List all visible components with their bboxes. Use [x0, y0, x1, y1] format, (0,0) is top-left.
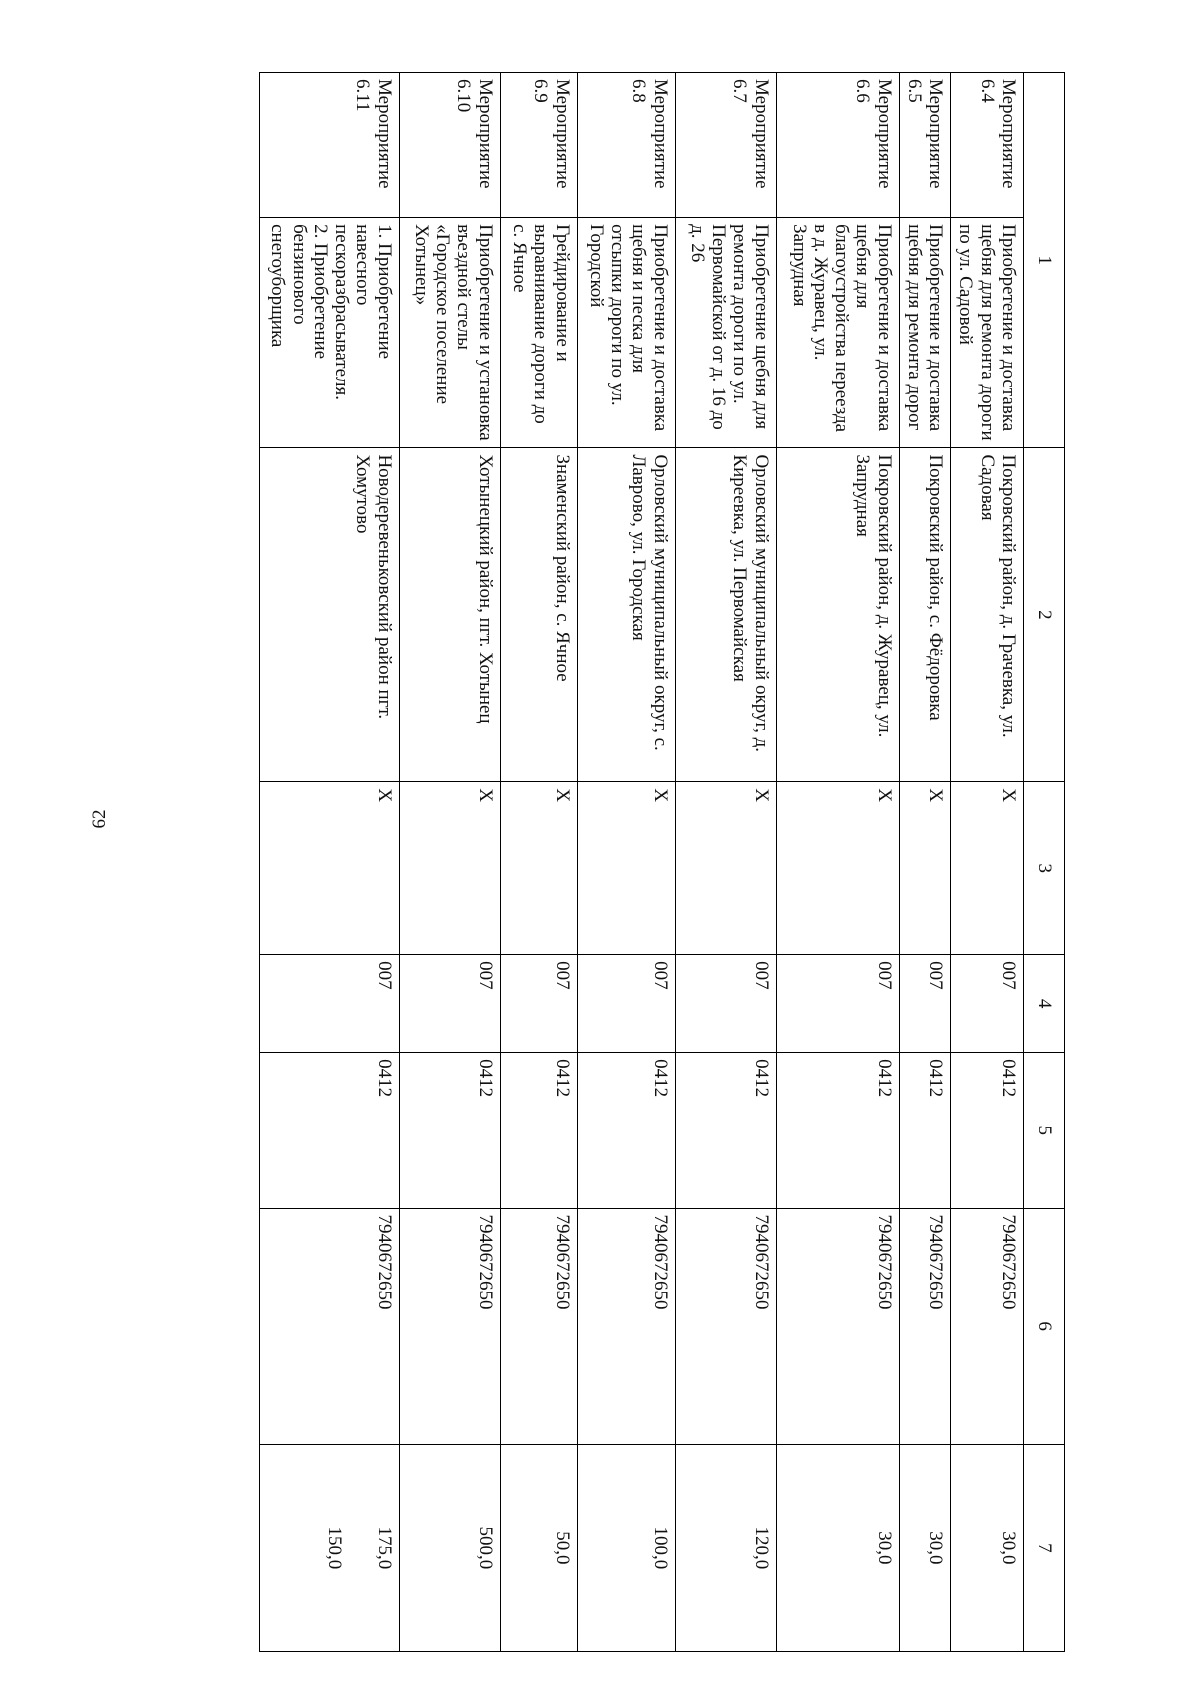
location-cell: Знаменский район, с. Ячное [500, 448, 577, 782]
code4-cell: 007 [500, 955, 577, 1053]
table-row [899, 73, 951, 1652]
table-row [577, 73, 675, 1652]
code4-cell: 007 [899, 955, 951, 1053]
event-cell: Мероприятие 6.6 [776, 73, 899, 218]
location-cell: Орловский муниципальный округ, с. Лаврово, ул. Городская [577, 448, 675, 782]
code6-cell: 7940672650 [899, 1208, 951, 1444]
code4-cell: 007 [776, 955, 899, 1053]
code5-cell: 0412 [899, 1053, 951, 1208]
location-cell: Покровский район, д. Журавец, ул. Запрудная [776, 448, 899, 782]
header-cell-7: 7 [1024, 1444, 1065, 1651]
event-cell: Мероприятие 6.11 [259, 73, 399, 218]
code5-cell: 0412 [776, 1053, 899, 1208]
amount-value: 500,0 [474, 1526, 496, 1570]
code6-cell: 7940672650 [500, 1208, 577, 1444]
amount-value: 120,0 [750, 1526, 772, 1570]
mark-cell: Х [899, 782, 951, 955]
code5-cell: 0412 [500, 1053, 577, 1208]
table-row [399, 73, 500, 1652]
table-row [776, 73, 899, 1652]
code4-cell: 007 [675, 955, 776, 1053]
amount-cell [500, 1444, 577, 1651]
header-cell-1: 1 [1024, 73, 1065, 448]
code6-cell: 7940672650 [776, 1208, 899, 1444]
header-cell-6: 6 [1024, 1208, 1065, 1444]
description-cell: Приобретение и доставка щебня для ремонта дорог [899, 218, 951, 448]
amount-value: 30,0 [925, 1531, 947, 1565]
code5-cell: 0412 [675, 1053, 776, 1208]
code6-cell: 7940672650 [399, 1208, 500, 1444]
header-cell-5: 5 [1024, 1053, 1065, 1208]
amount-value: 150,0 [324, 1526, 346, 1570]
event-cell: Мероприятие 6.10 [399, 73, 500, 218]
description-cell: Приобретение и доставка щебня для благоустройства переезда в д. Журавец, ул. Запрудная [776, 218, 899, 448]
code6-cell: 7940672650 [577, 1208, 675, 1444]
code5-cell: 0412 [577, 1053, 675, 1208]
description-cell: Приобретение и доставка щебня для ремонта дороги по ул. Садовой [951, 218, 1024, 448]
amount-value: 30,0 [998, 1531, 1019, 1565]
table-row [951, 73, 1024, 1652]
amount-cell [399, 1444, 500, 1651]
code5-cell: 0412 [399, 1053, 500, 1208]
events-table [259, 72, 1065, 1652]
table-row [675, 73, 776, 1652]
event-cell: Мероприятие 6.4 [951, 73, 1024, 218]
event-cell: Мероприятие 6.5 [899, 73, 951, 218]
location-cell: Хотынецкий район, пгт. Хотынец [399, 448, 500, 782]
description-cell [259, 218, 399, 448]
table-row [500, 73, 577, 1652]
header-cell-4: 4 [1024, 955, 1065, 1053]
code6-cell: 7940672650 [951, 1208, 1024, 1444]
page-number: 62 [89, 809, 110, 829]
description-cell: Приобретение щебня для ремонта дороги по ул. Первомайской от д. 16 до д. 26 [675, 218, 776, 448]
amount-cell [951, 1444, 1024, 1651]
mark-cell: Х [399, 782, 500, 955]
code6-cell: 7940672650 [259, 1208, 399, 1444]
table-container [259, 72, 1065, 1652]
amount-value: 30,0 [873, 1531, 895, 1565]
amount-value: 175,0 [373, 1526, 395, 1570]
code4-cell: 007 [399, 955, 500, 1053]
mark-cell: Х [776, 782, 899, 955]
event-cell: Мероприятие 6.8 [577, 73, 675, 218]
mark-cell: Х [259, 782, 399, 955]
code4-cell: 007 [259, 955, 399, 1053]
amount-cell [776, 1444, 899, 1651]
mark-cell: Х [675, 782, 776, 955]
amount-cell [259, 1444, 399, 1651]
location-cell: Покровский район, д. Грачевка, ул. Садовая [951, 448, 1024, 782]
table-row [259, 73, 399, 1652]
amount-cell [899, 1444, 951, 1651]
amount-value: 50,0 [551, 1531, 573, 1565]
header-cell-2: 2 [1024, 448, 1065, 782]
description-cell: Приобретение и установка въездной стелы «Городское поселение Хотынец» [399, 218, 500, 448]
mark-cell: Х [951, 782, 1024, 955]
code4-cell: 007 [577, 955, 675, 1053]
event-cell: Мероприятие 6.7 [675, 73, 776, 218]
code6-cell: 7940672650 [675, 1208, 776, 1444]
description-list-item: 2. Приобретение бензинового снегоуборщика [267, 224, 331, 360]
amount-value: 100,0 [649, 1526, 671, 1570]
code4-cell: 007 [951, 955, 1024, 1053]
mark-cell: Х [500, 782, 577, 955]
header-row [1024, 73, 1065, 1652]
code5-cell: 0412 [951, 1053, 1024, 1208]
description-cell: Грейдирование и выравнивание дороги до с. Ячное [500, 218, 577, 448]
mark-cell: Х [577, 782, 675, 955]
location-cell: Покровский район, с. Фёдоровка [899, 448, 951, 782]
description-list-item: 1. Приобретение навесного пескоразбрасывателя. [331, 224, 395, 400]
location-cell: Орловский муниципальный округ, д. Киреевка, ул. Первомайская [675, 448, 776, 782]
event-cell: Мероприятие 6.9 [500, 73, 577, 218]
code5-cell: 0412 [259, 1053, 399, 1208]
header-cell-3: 3 [1024, 782, 1065, 955]
location-cell: Новодеревеньковский район пгт. Хомутово [259, 448, 399, 782]
amount-cell [675, 1444, 776, 1651]
amount-cell [577, 1444, 675, 1651]
description-cell: Приобретение и доставка щебня и песка для отсыпки дороги по ул. Городской [577, 218, 675, 448]
